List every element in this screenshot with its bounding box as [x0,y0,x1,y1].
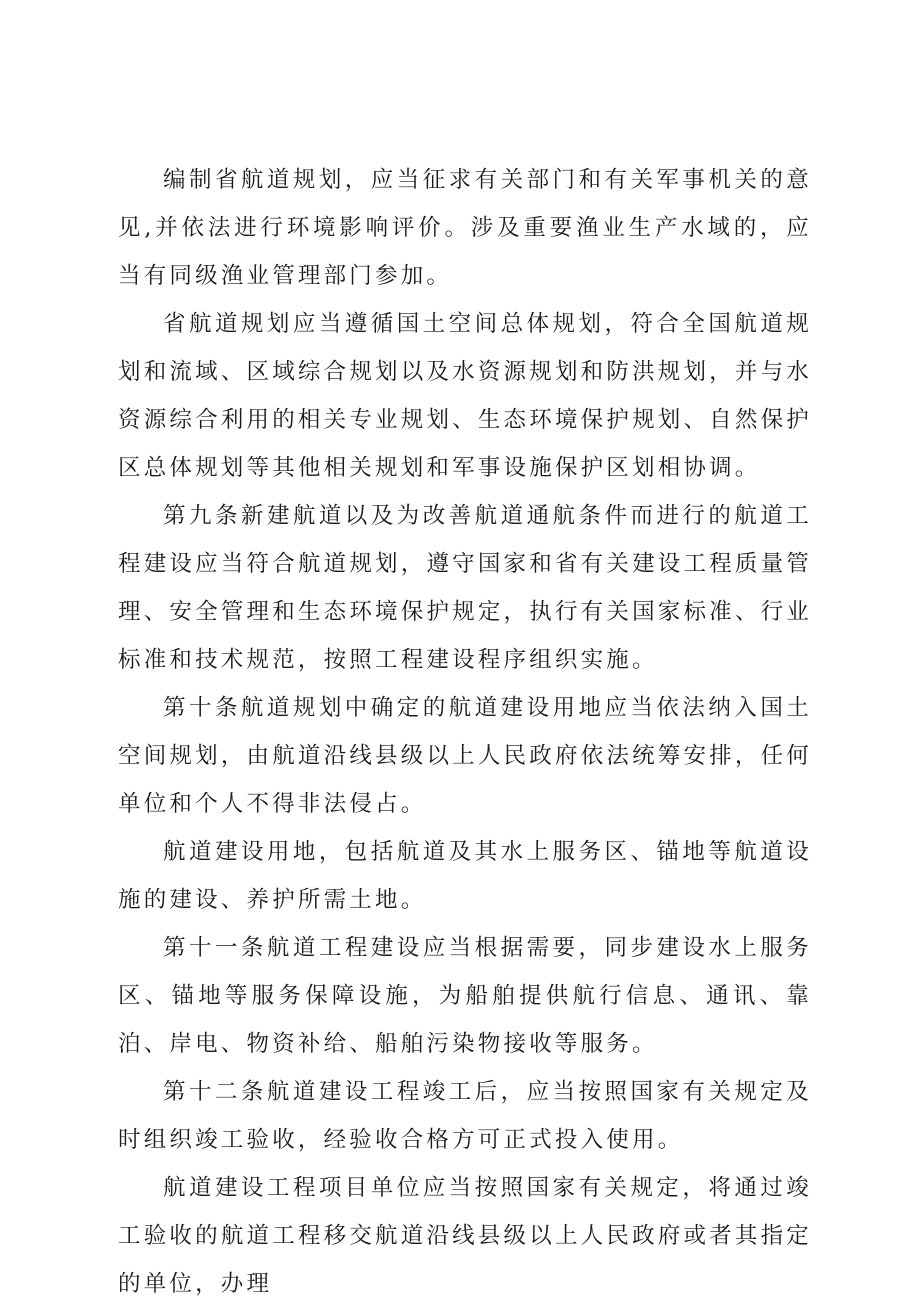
paragraph-article-11: 第十一条航道工程建设应当根据需要，同步建设水上服务区、锚地等服务保障设施，为船舶提供航行信息、通讯、靠泊、岸电、物资补给、船舶污染物接收等服务。 [118,935,812,1057]
paragraph-article-9: 第九条新建航道以及为改善航道通航条件而进行的航道工程建设应当符合航道规划，遵守国家和省有关建设工程质量管理、安全管理和生态环境保护规定，执行有关国家标准、行业标准和技术规范，按照工程建设程序组织实施。 [118,503,812,673]
paragraph-planning-coordination: 省航道规划应当遵循国土空间总体规划，符合全国航道规划和流域、区域综合规划以及水资源规划和防洪规划，并与水资源综合利用的相关专业规划、生态环境保护规划、自然保护区总体规划等其他相关规划和军事设施保护区划相协调。 [118,311,812,481]
paragraph-project-handover: 航道建设工程项目单位应当按照国家有关规定，将通过竣工验收的航道工程移交航道沿线县级以上人民政府或者其指定的单位，办理 [118,1175,812,1297]
document-page [118,156,812,1308]
paragraph-article-10: 第十条航道规划中确定的航道建设用地应当依法纳入国土空间规划，由航道沿线县级以上人民政府依法统筹安排，任何单位和个人不得非法侵占。 [118,695,812,817]
paragraph-article-12: 第十二条航道建设工程竣工后，应当按照国家有关规定及时组织竣工验收，经验收合格方可正式投入使用。 [118,1079,812,1153]
paragraph-construction-land: 航道建设用地，包括航道及其水上服务区、锚地等航道设施的建设、养护所需土地。 [118,839,812,913]
paragraph-planning-consultation: 编制省航道规划，应当征求有关部门和有关军事机关的意见,并依法进行环境影响评价。涉及重要渔业生产水域的，应当有同级渔业管理部门参加。 [118,167,812,289]
